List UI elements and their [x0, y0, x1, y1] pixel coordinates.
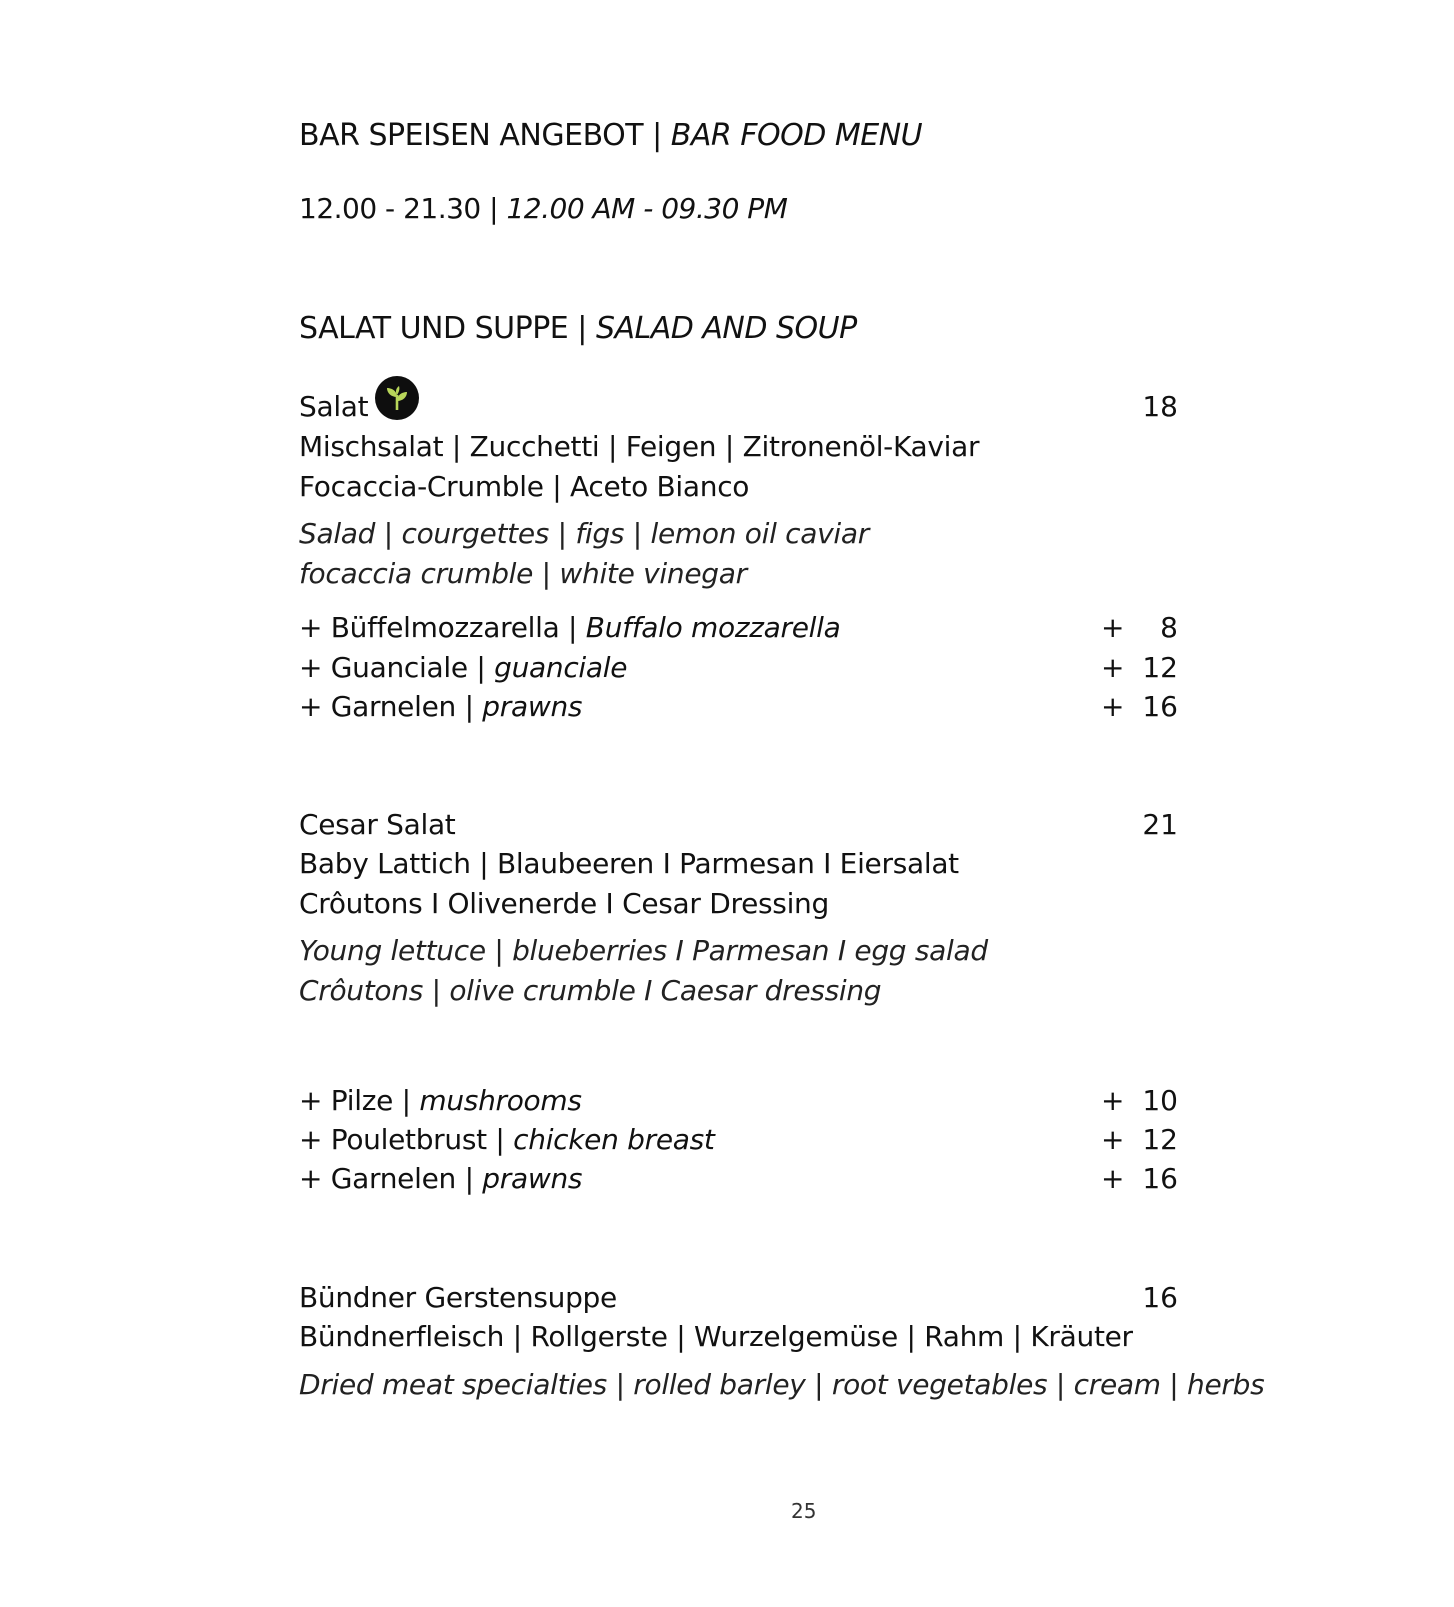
- addon-name-en: | mushrooms: [401, 1084, 582, 1117]
- desc-suppe-line1: Bündnerfleisch | Rollgerste | Wurzelgemüse | Rahm | Kräuter: [299, 1320, 1133, 1353]
- item-name-suppe: Bündner Gerstensuppe: [299, 1281, 617, 1314]
- desc-salat-line1: Mischsalat | Zucchetti | Feigen | Zitronenöl-Kaviar: [299, 430, 980, 463]
- addon-price: 12: [1142, 1123, 1178, 1156]
- desc-cesar-line2: Crôutons I Olivenerde I Cesar Dressing: [299, 887, 829, 920]
- item-name-cesar: Cesar Salat: [299, 808, 456, 841]
- addon-plus: +: [1101, 1162, 1125, 1195]
- menu-title: [299, 118, 922, 153]
- addon-row: [299, 611, 840, 644]
- trans-suppe-line1: Dried meat specialties | rolled barley | root vegetables | cream | herbs: [299, 1368, 1265, 1401]
- desc-salat-line2: Focaccia-Crumble | Aceto Bianco: [299, 470, 750, 503]
- menu-title-en: BAR FOOD MENU: [670, 118, 923, 153]
- opening-hours: [299, 192, 787, 225]
- addon-name-en: | chicken breast: [495, 1123, 715, 1156]
- addon-row: [299, 690, 582, 723]
- hours-de: 12.00 - 21.30 |: [299, 192, 499, 225]
- trans-salat-line2: focaccia crumble | white vinegar: [299, 557, 747, 590]
- trans-cesar-line2: Crôutons | olive crumble I Caesar dressing: [299, 974, 882, 1007]
- desc-cesar-line1: Baby Lattich | Blaubeeren I Parmesan I Eiersalat: [299, 847, 959, 880]
- addon-plus: +: [1101, 690, 1125, 723]
- addon-plus: +: [1101, 1123, 1125, 1156]
- addon-name-en: | Buffalo mozzarella: [568, 611, 841, 644]
- addon-price: 8: [1160, 611, 1178, 644]
- section-heading: [299, 311, 857, 346]
- price-salat: 18: [1142, 390, 1178, 423]
- addon-price: 16: [1142, 1162, 1178, 1195]
- addon-price: 16: [1142, 690, 1178, 723]
- addon-name-de: + Garnelen: [299, 690, 456, 723]
- addon-name-de: + Pilze: [299, 1084, 394, 1117]
- hours-en: 12.00 AM - 09.30 PM: [506, 192, 788, 225]
- addon-plus: +: [1101, 611, 1125, 644]
- page-number: 25: [791, 1499, 817, 1523]
- price-cesar: 21: [1142, 808, 1178, 841]
- addon-name-de: + Büffelmozzarella: [299, 611, 560, 644]
- addon-row: [299, 1162, 582, 1195]
- menu-title-de: BAR SPEISEN ANGEBOT |: [299, 118, 662, 153]
- vegetarian-leaf-icon: [375, 376, 419, 420]
- addon-name-en: | prawns: [464, 1162, 583, 1195]
- addon-name-de: + Pouletbrust: [299, 1123, 487, 1156]
- item-name-salat: Salat: [299, 390, 369, 423]
- addon-plus: +: [1101, 651, 1125, 684]
- addon-plus: +: [1101, 1084, 1125, 1117]
- trans-salat-line1: Salad | courgettes | figs | lemon oil caviar: [299, 517, 869, 550]
- addon-row: [299, 1084, 582, 1117]
- addon-name-en: | prawns: [464, 690, 583, 723]
- addon-price: 10: [1142, 1084, 1178, 1117]
- section-title-de: SALAT UND SUPPE |: [299, 311, 587, 346]
- addon-name-de: + Garnelen: [299, 1162, 456, 1195]
- addon-row: [299, 1123, 715, 1156]
- addon-name-en: | guanciale: [476, 651, 628, 684]
- addon-name-de: + Guanciale: [299, 651, 468, 684]
- price-suppe: 16: [1142, 1281, 1178, 1314]
- section-title-en: SALAD AND SOUP: [595, 311, 857, 346]
- addon-price: 12: [1142, 651, 1178, 684]
- addon-row: [299, 651, 627, 684]
- trans-cesar-line1: Young lettuce | blueberries I Parmesan I egg salad: [299, 934, 988, 967]
